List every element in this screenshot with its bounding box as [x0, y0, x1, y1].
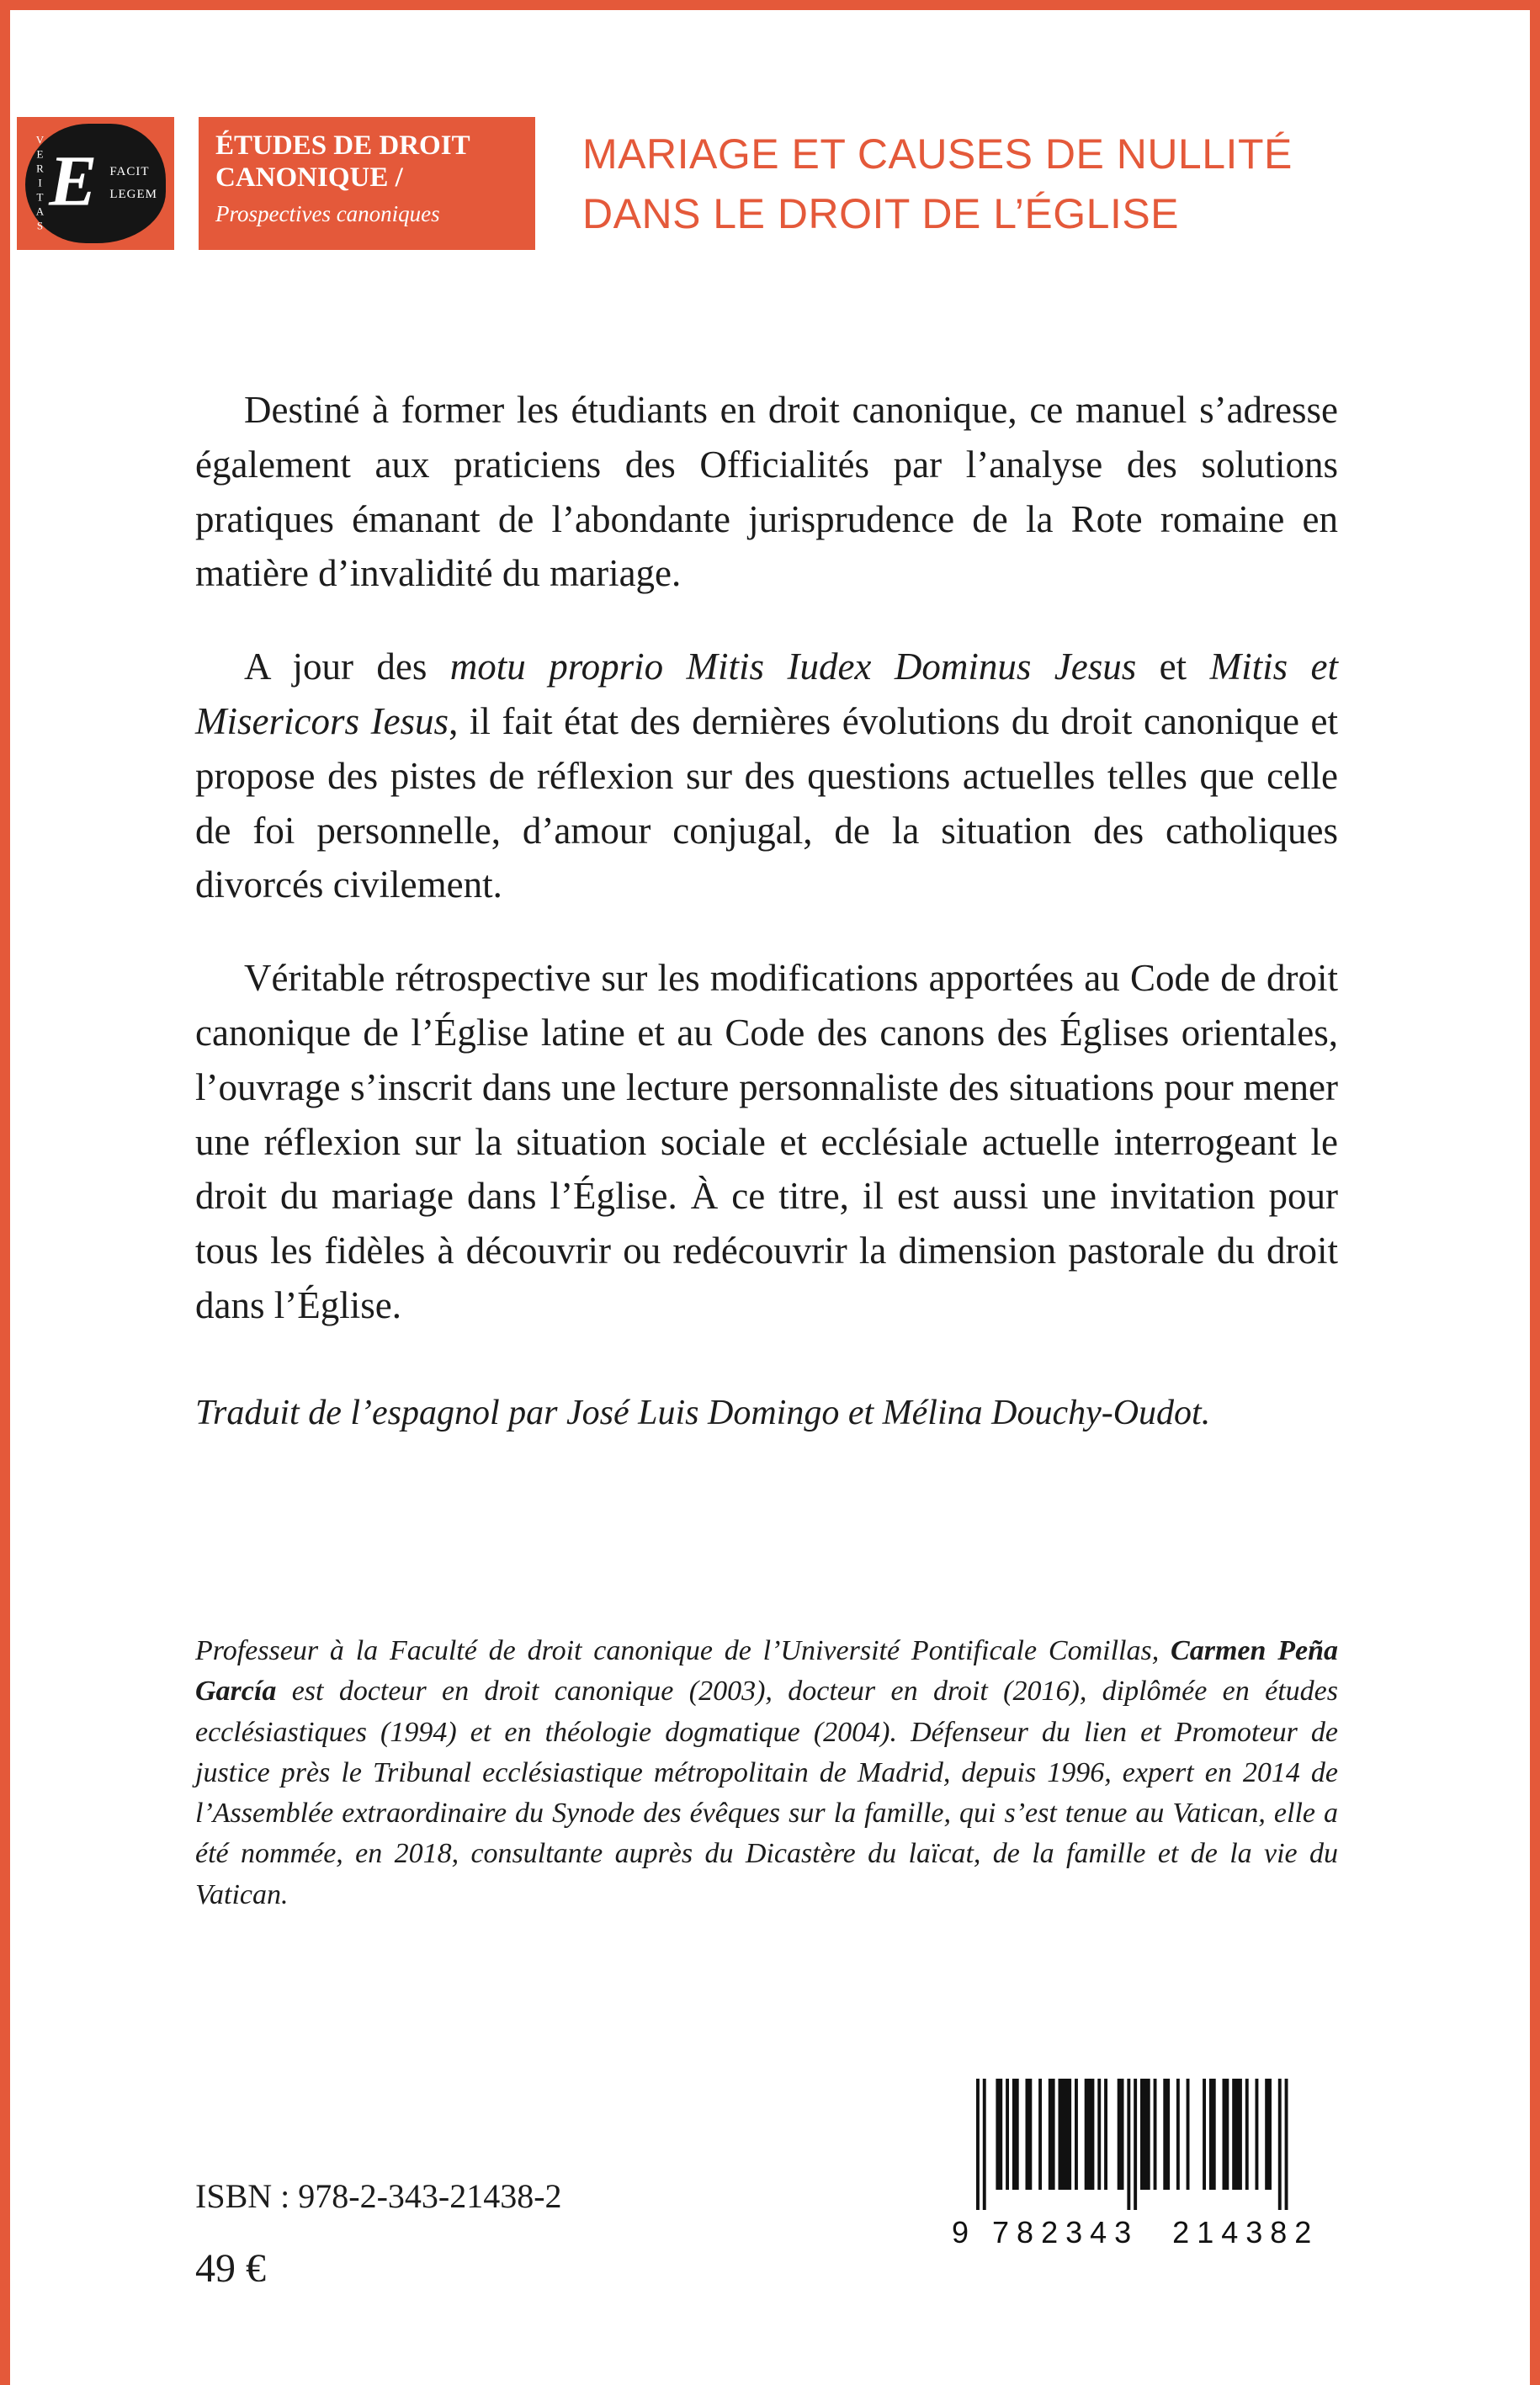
barcode-digit-first: 9 — [952, 2215, 969, 2250]
synopsis-paragraph-2 — [195, 640, 1338, 912]
synopsis-paragraph-1: Destiné à former les étudiants en droit canonique, ce manuel s’adresse également aux praticiens des Officialités par l’analyse des solutions pratiques émanant de l’abondante jurisprudence de la Rote romaine en matière d’invalidité du mariage. — [195, 389, 1338, 595]
publisher-logo — [17, 117, 174, 250]
logo-veritas-text: VERITAS — [34, 133, 46, 234]
bio-run3: est docteur en droit canonique (2003), docteur en droit (2016), diplômée en études ecclésiastiques (1994) et en théologie dogmatique (2004). Défenseur du lien et Promoteur de justice près le Tribunal ecclésiastique métropolitain de Madrid, depuis 1996, expert en 2014 de l’Assemblée extraordinaire du Synode des évêques sur la famille, qui s’est tenue au Vatican, elle a été nommée, en 2018, consultante auprès du Dicastère du laïcat, de la famille et de la vie du Vatican. — [195, 1676, 1338, 1910]
author-bio — [195, 1631, 1338, 1915]
isbn-text: ISBN : 978-2-343-21438-2 — [195, 2177, 562, 2215]
translator-credit: Traduit de l’espagnol par José Luis Domingo et Mélina Douchy-Oudot. — [195, 1394, 1211, 1432]
barcode-number — [952, 2215, 1320, 2250]
bio-run1: Professeur à la Faculté de droit canonique de l’Université Pontificale Comillas, — [195, 1635, 1171, 1666]
book-title-line1: MARIAGE ET CAUSES DE NULLITÉ — [582, 130, 1293, 178]
left-border-rule — [0, 0, 10, 2385]
collection-name-line1: ÉTUDES DE DROIT — [215, 130, 470, 161]
synopsis-paragraph-3: Véritable rétrospective sur les modifications apportées au Code de droit canonique de l’Église latine et au Code des canons des Églises orientales, l’ouvrage s’inscrit dans une lecture personnaliste des situations pour mener une réflexion sur la situation sociale et ecclésiale actuelle interrogeant le droit du mariage dans l’Église. À ce titre, il est aussi une invitation pour tous les fidèles à découvrir ou redécouvrir la dimension pastorale du droit dans l’Église. — [195, 957, 1338, 1326]
barcode-bars — [964, 2079, 1300, 2213]
barcode-digits-group1: 782343 — [992, 2215, 1139, 2250]
logo-facit-text: FACIT — [109, 165, 150, 178]
author-name: Carmen Peña García — [195, 1635, 1339, 1708]
paragraph2-run3: et — [1136, 645, 1210, 688]
paragraph2-run1: A jour des — [244, 645, 450, 688]
collection-banner — [199, 117, 535, 250]
book-title — [582, 125, 1474, 244]
paragraph2-italic-run: motu proprio Mitis Iudex Dominus Jesus — [449, 645, 1137, 688]
paragraph2-italic-run2: Mitis et Misericors Iesus — [195, 645, 1338, 742]
collection-name-line2: CANONIQUE / — [215, 162, 403, 193]
right-border-rule — [1530, 0, 1540, 2385]
logo-initial-letter: E — [49, 140, 98, 221]
logo-emblem-shape — [25, 124, 166, 243]
synopsis — [195, 383, 1338, 1372]
paragraph2-run5: , il fait état des dernières évolutions du droit canonique et propose des pistes de réflexion sur des questions actuelles telles que celle de foi personnelle, d’amour conjugal, de la situation des catholiques divorcés civilement. — [195, 699, 1338, 906]
barcode-digits-group2: 214382 — [1172, 2215, 1320, 2250]
logo-legem-text: LEGEM — [109, 188, 157, 201]
top-border-rule — [0, 0, 1540, 10]
logo-motto — [109, 161, 157, 206]
price-text: 49 € — [195, 2246, 266, 2291]
book-title-line2: DANS LE DROIT DE L’ÉGLISE — [582, 190, 1180, 237]
collection-subtitle: Prospectives canoniques — [215, 200, 440, 226]
barcode — [952, 2079, 1320, 2255]
